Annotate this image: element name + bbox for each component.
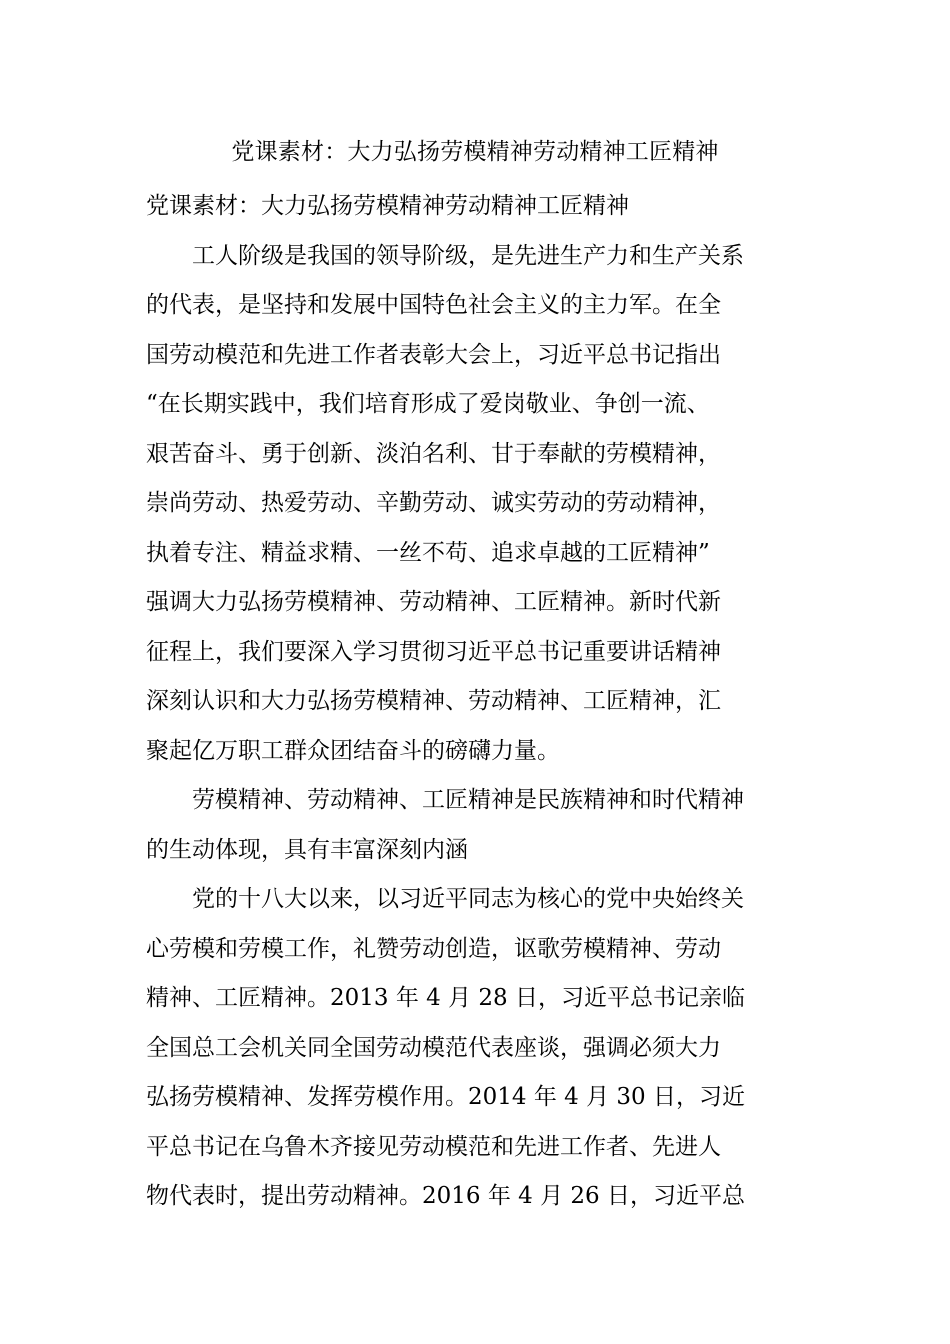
text-line: 精神、工匠精神。2013 年 4 月 28 日，习近平总书记亲临 [146,985,745,1011]
text-line: 平总书记在乌鲁木齐接见劳动模范和先进工作者、先进人 [146,1133,721,1160]
text-line: 崇尚劳动、热爱劳动、辛勤劳动、诚实劳动的劳动精神， [146,490,721,516]
text-line: 聚起亿万职工群众团结奋斗的磅礴力量。 [146,737,560,764]
text-line: 劳模精神、劳动精神、工匠精神是民族精神和时代精神 [192,787,744,813]
text-line: 的代表，是坚持和发展中国特色社会主义的主力军。在全 [146,292,721,318]
text-line: 深刻认识和大力弘扬劳模精神、劳动精神、工匠精神，汇 [146,688,721,714]
text-line: 的生动体现，具有丰富深刻内涵 [146,836,468,863]
text-line: 党课素材：大力弘扬劳模精神劳动精神工匠精神 [146,193,629,219]
document-body [146,182,808,1222]
text-line: 党的十八大以来，以习近平同志为核心的党中央始终关 [192,886,744,912]
text-line: 心劳模和劳模工作，礼赞劳动创造，讴歌劳模精神、劳动 [146,935,721,962]
text-line: 执着专注、精益求精、一丝不苟、追求卓越的工匠精神” [146,539,710,566]
text-line: “在长期实践中，我们培育形成了爱岗敬业、争创一流、 [146,391,710,417]
text-line: 强调大力弘扬劳模精神、劳动精神、工匠精神。新时代新 [146,589,721,615]
text-line: 物代表时，提出劳动精神。2016 年 4 月 26 日，习近平总 [146,1183,745,1209]
text-line: 弘扬劳模精神、发挥劳模作用。2014 年 4 月 30 日，习近 [146,1084,745,1110]
text-line: 全国总工会机关同全国劳动模范代表座谈，强调必须大力 [146,1034,721,1061]
document-title: 党课素材：大力弘扬劳模精神劳动精神工匠精神 [231,139,719,165]
text-line: 国劳动模范和先进工作者表彰大会上，习近平总书记指出 [146,341,721,368]
text-line: 工人阶级是我国的领导阶级，是先进生产力和生产关系 [192,242,744,269]
text-line: 艰苦奋斗、勇于创新、淡泊名利、甘于奉献的劳模精神， [146,440,721,467]
text-line: 征程上，我们要深入学习贯彻习近平总书记重要讲话精神 [146,638,721,665]
